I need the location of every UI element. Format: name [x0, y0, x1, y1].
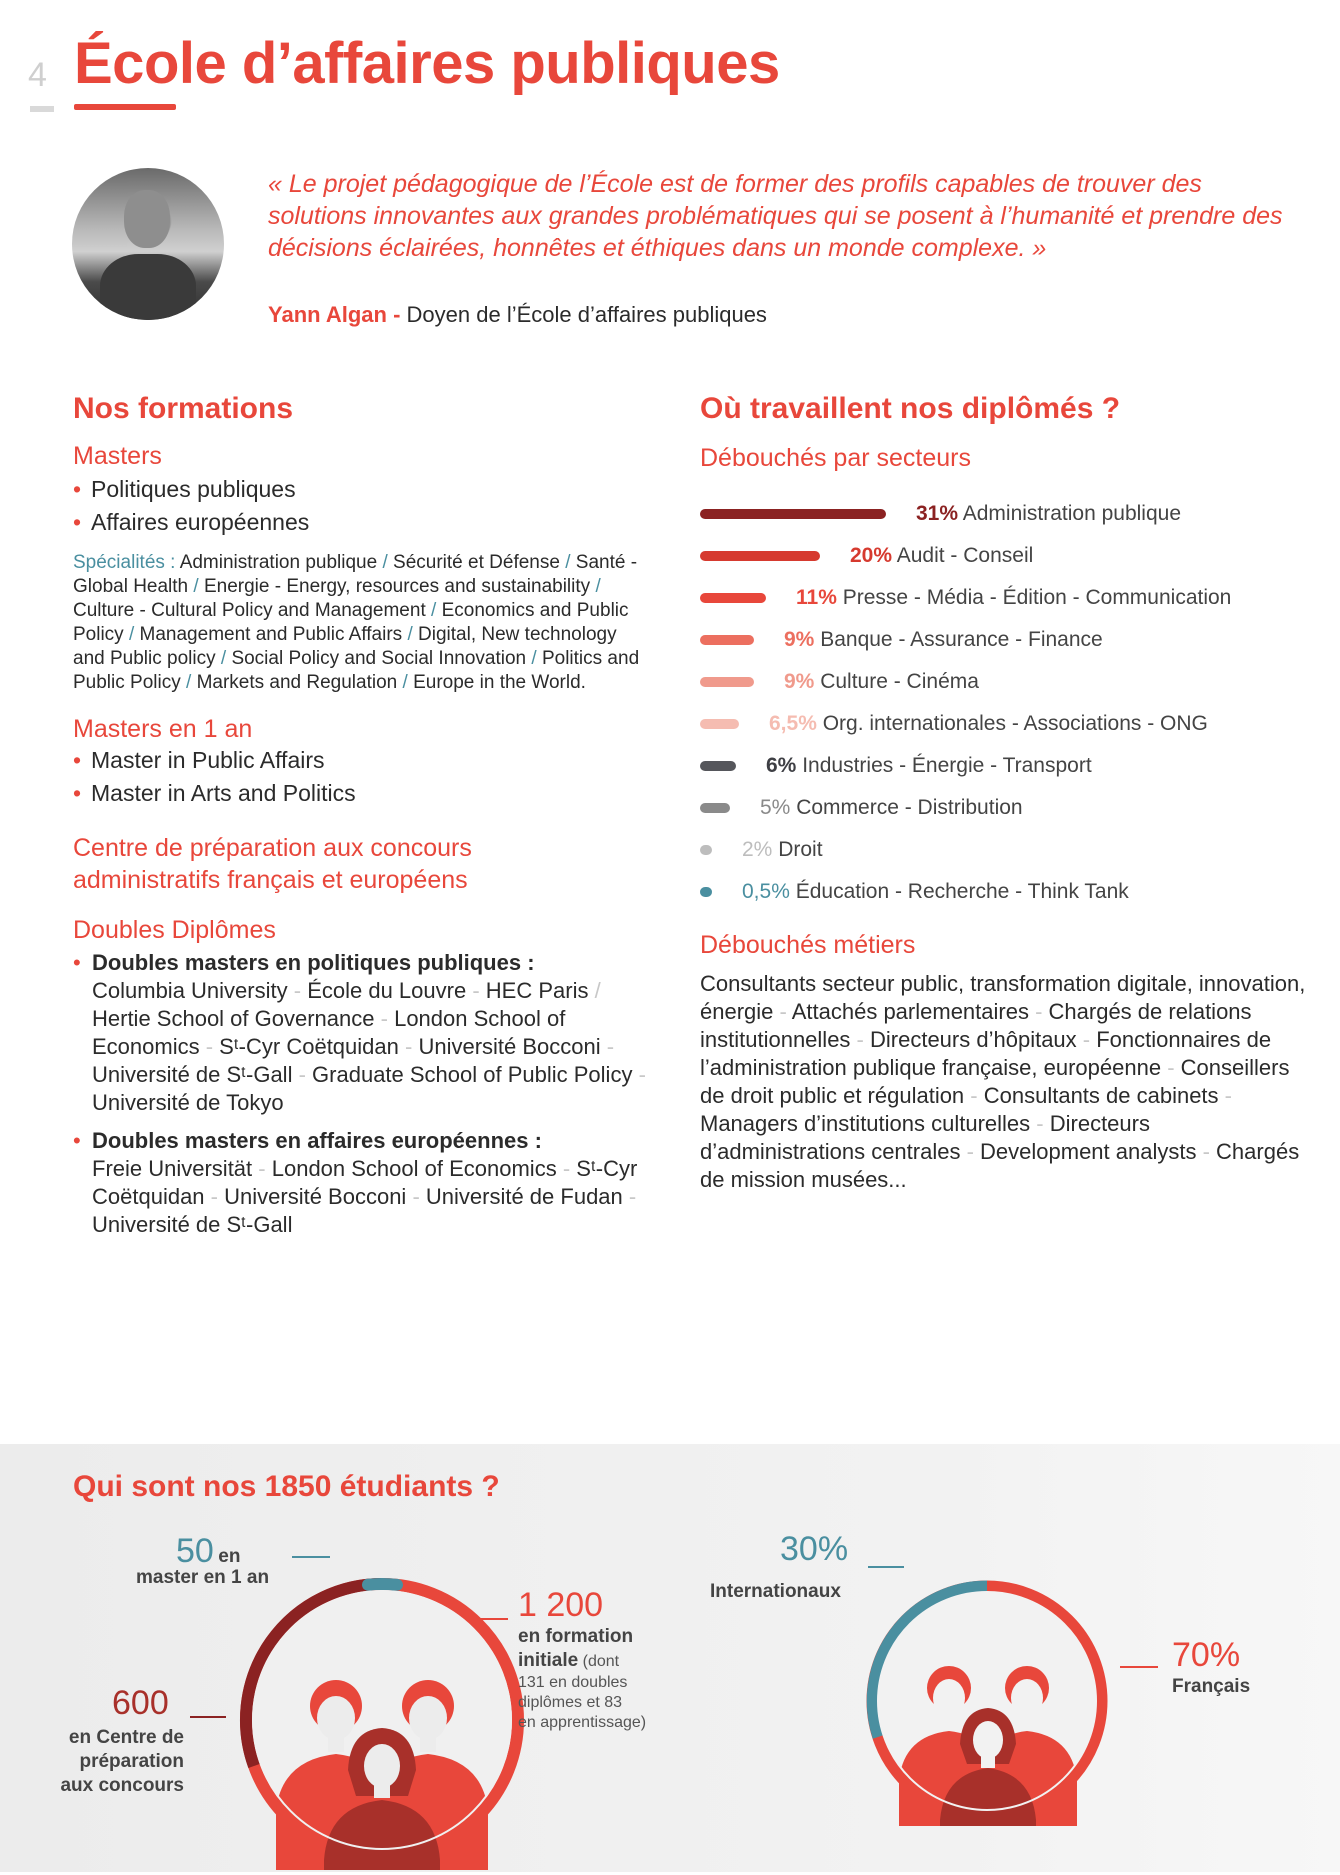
diplomes-column — [700, 392, 1320, 1194]
page-title: École d’affaires publiques — [74, 31, 780, 96]
quote-text: « Le projet pédagogique de l’École est de former des profils capables de trouver des solutions innovantes aux grandes problématiques qui se posent à l’humanité et prendre des décisions éclairées, honnêtes et éthiques dans un monde complexe. » — [268, 170, 1283, 262]
sector-percent: 20% — [850, 544, 893, 567]
secteurs-title: Débouchés par secteurs — [700, 444, 971, 472]
list-item: • Politiques publiques — [73, 473, 653, 506]
metier: Consultants de cabinets — [983, 1083, 1219, 1108]
masters-1an-list — [73, 744, 653, 810]
specialty: Digital, New technology and Public policy — [73, 624, 617, 669]
sector-percent: 5% — [760, 796, 791, 819]
partner: Université de Sᵗ-Gall — [92, 1212, 293, 1237]
partner: Hertie School of Governance — [92, 1006, 375, 1031]
sector-bar-row — [700, 577, 1320, 619]
metier: Managers d’institutions culturelles — [700, 1111, 1031, 1136]
master1an-en: en — [218, 1546, 241, 1567]
list-item: • Master in Arts and Politics — [73, 777, 653, 810]
specialties-label: Spécialités : — [73, 552, 176, 573]
sector-bar — [700, 719, 739, 729]
masters-title: Masters — [73, 442, 162, 470]
partner: HEC Paris — [485, 978, 589, 1003]
sector-bar-label — [760, 796, 1023, 820]
author-separator: - — [386, 302, 407, 327]
sector-bar-row — [700, 745, 1320, 787]
double-degree-partners: Freie Universität - London School of Economics - Sᵗ-Cyr Coëtquidan - Université Bocconi - Université de Fudan - Université de Sᵗ-Gall — [92, 1156, 638, 1237]
leader-line — [480, 1618, 508, 1620]
sector-bar — [700, 803, 730, 813]
centre-value: 600 — [112, 1684, 169, 1722]
sector-bar-row — [700, 661, 1320, 703]
fr-label — [1172, 1636, 1250, 1699]
initiale-label — [518, 1586, 646, 1733]
sector-name: Presse - Média - Édition - Communication — [842, 586, 1232, 609]
sector-name: Éducation - Recherche - Think Tank — [795, 880, 1129, 903]
partner: École du Louvre — [307, 978, 467, 1003]
double-degree-group — [73, 949, 653, 1117]
sector-bar-label — [742, 880, 1129, 904]
partner: Université Bocconi — [224, 1184, 407, 1209]
title-underline — [74, 104, 176, 110]
initiale-note: 131 en doubles — [518, 1674, 628, 1691]
sector-name: Industries - Énergie - Transport — [802, 754, 1092, 777]
formations-title: Nos formations — [73, 392, 294, 425]
partner: Graduate School of Public Policy — [312, 1062, 633, 1087]
centre-text2: préparation — [79, 1751, 184, 1772]
sector-bar-chart — [700, 493, 1320, 913]
diplomes-title: Où travaillent nos diplômés ? — [700, 392, 1121, 425]
intl-text: Internationaux — [710, 1581, 841, 1602]
sector-bar — [700, 887, 712, 897]
students-title: Qui sont nos 1850 étudiants ? — [73, 1470, 500, 1503]
masters-list — [73, 473, 653, 539]
author-name: Yann Algan — [268, 302, 387, 327]
double-degree-title: • Doubles masters en affaires européennes : — [92, 1128, 542, 1153]
metier: Consultants secteur public, transformation digitale, innovation, énergie — [700, 971, 1306, 1024]
page-number: 4 — [28, 56, 47, 94]
avatar — [72, 168, 224, 320]
sector-bar-row — [700, 619, 1320, 661]
avatar-head — [124, 190, 170, 248]
initiale-note: diplômes et 83 — [518, 1694, 623, 1711]
sector-bar-label — [916, 502, 1181, 526]
centre-title-line2: administratifs français et européens — [73, 866, 468, 894]
sector-bar — [700, 593, 766, 603]
metier: Development analysts — [980, 1139, 1197, 1164]
specialties: Spécialités : Administration publique / Sécurité et Défense / Santé - Global Health / Energie - Energy, resources and sustainability / Culture - Cultural Policy and Management / Economics and Public Policy / Management and Public Affairs / Digital, New technology and Public policy / Social Policy and Social Innovation / Politics and Public Policy / Markets and Regulation / Europe in the World. — [73, 552, 640, 693]
sector-name: Commerce - Distribution — [796, 796, 1023, 819]
specialty: Economics and Public Policy — [73, 600, 629, 645]
sector-name: Banque - Assurance - Finance — [820, 628, 1103, 651]
specialty: Energie - Energy, resources and sustainability — [203, 576, 591, 597]
metier: Fonctionnaires de l’administration publique française, européenne — [700, 1027, 1272, 1080]
sector-name: Audit - Conseil — [896, 544, 1034, 567]
sector-bar — [700, 635, 754, 645]
doubles-title: Doubles Diplômes — [73, 916, 276, 944]
metier: Chargés de relations institutionnelles — [700, 999, 1252, 1052]
sector-percent: 2% — [742, 838, 773, 861]
centre-label — [112, 1684, 169, 1723]
centre-title-line1: Centre de préparation aux concours — [73, 834, 472, 862]
leader-line — [292, 1556, 330, 1558]
page-number-underline — [30, 106, 54, 112]
partner: London School of Economics — [92, 1006, 566, 1059]
list-item: • Master in Public Affairs — [73, 744, 653, 777]
sector-bar-row — [700, 703, 1320, 745]
sector-percent: 9% — [784, 628, 815, 651]
partner: Freie Universität — [92, 1156, 253, 1181]
sector-percent: 11% — [796, 586, 837, 609]
metier: Chargés de mission musées... — [700, 1139, 1300, 1192]
quote-author — [268, 302, 767, 328]
initiale-text2: initiale — [518, 1650, 579, 1671]
sector-bar-row — [700, 787, 1320, 829]
sector-percent: 6,5% — [769, 712, 817, 735]
sector-bar — [700, 761, 736, 771]
fr-text: Français — [1172, 1676, 1251, 1697]
sector-bar-label — [784, 628, 1103, 652]
sector-bar-row — [700, 493, 1320, 535]
leader-line — [190, 1716, 226, 1718]
sector-percent: 9% — [784, 670, 815, 693]
list-item: • Affaires européennes — [73, 506, 653, 539]
metier: Conseillers de droit public et régulation — [700, 1055, 1290, 1108]
intl-label — [780, 1530, 848, 1569]
author-role: Doyen de l’École d’affaires publiques — [406, 302, 767, 327]
specialty: Social Policy and Social Innovation — [231, 648, 527, 669]
sector-bar — [700, 845, 712, 855]
avatar-body — [100, 254, 196, 320]
sector-bar-label — [784, 670, 979, 694]
sector-percent: 0,5% — [742, 880, 790, 903]
sector-bar — [700, 677, 754, 687]
sector-bar-label — [850, 544, 1033, 568]
metiers-text: Consultants secteur public, transformation digitale, innovation, énergie - Attachés parlementaires - Chargés de relations institutionnelles - Directeurs d’hôpitaux - Fonctionnaires de l’administration publique française, européenne - Conseillers de droit public et régulation - Consultants de cabinets - Managers d’institutions culturelles - Directeurs d’administrations centrales - Development analysts - Chargés de mission musées... — [700, 971, 1306, 1192]
students-donut-chart — [232, 1570, 532, 1870]
specialty: Europe in the World. — [413, 672, 586, 693]
centre-text3: aux concours — [60, 1775, 184, 1796]
sector-name: Droit — [778, 838, 823, 861]
sector-bar-row — [700, 871, 1320, 913]
metier: Directeurs d’hôpitaux — [870, 1027, 1077, 1052]
sector-bar — [700, 551, 820, 561]
master1an-text: master en 1 an — [136, 1567, 270, 1588]
sector-bar-label — [769, 712, 1208, 736]
initiale-text1: en formation — [518, 1626, 634, 1647]
leader-line — [868, 1566, 904, 1568]
initiale-value: 1 200 — [518, 1586, 604, 1624]
initiale-note: en apprentissage) — [518, 1714, 647, 1731]
partner: Columbia University — [92, 978, 288, 1003]
partner: Sᵗ-Cyr Coëtquidan — [92, 1156, 638, 1209]
metier: Attachés parlementaires — [791, 999, 1029, 1024]
sector-bar-label — [796, 586, 1231, 610]
sector-bar — [700, 509, 886, 519]
specialty: Sécurité et Défense — [393, 552, 560, 573]
master1an-value: 50 — [176, 1532, 214, 1570]
double-degree-group — [73, 1127, 653, 1239]
sector-bar-row — [700, 535, 1320, 577]
donut-ring — [232, 1570, 532, 1870]
specialty: Culture - Cultural Policy and Management — [73, 600, 426, 621]
partner: Université Bocconi — [418, 1034, 601, 1059]
metiers-title: Débouchés métiers — [700, 931, 916, 959]
sector-name: Org. internationales - Associations - ONG — [822, 712, 1208, 735]
initiale-note: (dont — [582, 1653, 620, 1670]
sector-name: Culture - Cinéma — [820, 670, 979, 693]
sector-percent: 6% — [766, 754, 797, 777]
sector-bar-label — [742, 838, 823, 862]
students-section — [0, 1444, 1340, 1872]
partner: Université de Tokyo — [92, 1090, 284, 1115]
partner: Université de Fudan — [425, 1184, 623, 1209]
partner: Université de Sᵗ-Gall — [92, 1062, 293, 1087]
sector-bar-row — [700, 829, 1320, 871]
centre-text — [46, 1726, 184, 1798]
formations-column — [73, 392, 653, 1239]
partner: London School of Economics — [271, 1156, 557, 1181]
sector-name: Administration publique — [962, 502, 1182, 525]
specialty: Markets and Regulation — [196, 672, 398, 693]
leader-line — [1120, 1666, 1158, 1668]
double-degree-partners: Columbia University - École du Louvre - HEC Paris / Hertie School of Governance - London School of Economics - Sᵗ-Cyr Coëtquidan - Université Bocconi - Université de Sᵗ-Gall - Graduate School of Public Policy - Université de Tokyo — [92, 978, 646, 1115]
fr-value: 70% — [1172, 1636, 1241, 1674]
centre-title — [73, 832, 653, 896]
specialty: Administration publique — [179, 552, 378, 573]
specialty: Management and Public Affairs — [139, 624, 403, 645]
specialty: Politics and Public Policy — [73, 648, 640, 693]
sector-percent: 31% — [916, 502, 959, 525]
intl-value: 30% — [780, 1530, 849, 1568]
nationality-donut-chart — [862, 1576, 1112, 1826]
metier: Directeurs d’administrations centrales — [700, 1111, 1150, 1164]
sector-bar-label — [766, 754, 1092, 778]
double-degree-title: • Doubles masters en politiques publiques : — [92, 950, 535, 975]
donut-ring — [862, 1576, 1112, 1826]
specialty: Santé - Global Health — [73, 552, 638, 597]
masters-1an-title: Masters en 1 an — [73, 715, 253, 743]
centre-text1: en Centre de — [68, 1727, 184, 1748]
partner: Sᵗ-Cyr Coëtquidan — [219, 1034, 399, 1059]
